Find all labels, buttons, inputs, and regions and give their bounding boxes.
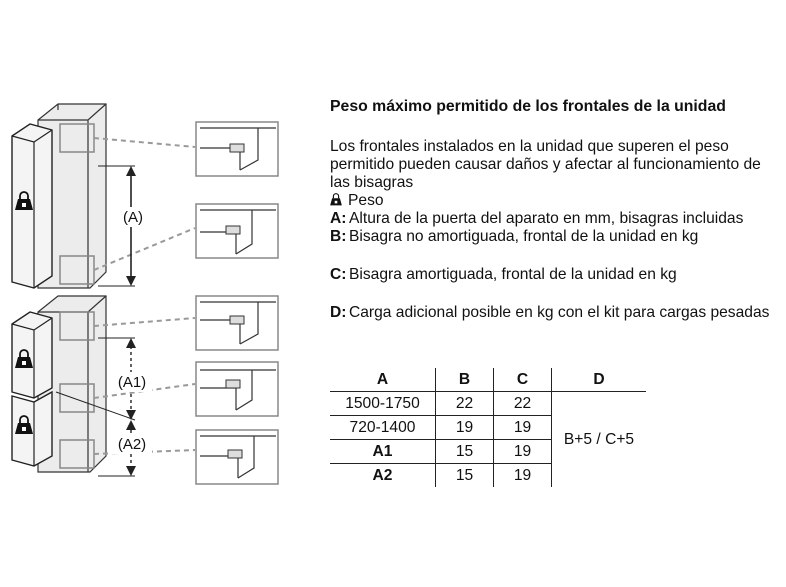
- header-d: D: [552, 368, 647, 392]
- header-b: B: [436, 368, 494, 392]
- dimension-label-a1: (A1): [117, 374, 147, 391]
- legend-b-key: B:: [330, 228, 347, 245]
- lock-weight-icon: [330, 193, 342, 206]
- legend-a: [330, 210, 780, 228]
- legend-d-text: Carga adicional posible en kg con el kit para cargas pesadas: [349, 304, 770, 321]
- cell-c-0: 22: [494, 392, 552, 416]
- double-door-appliance: [12, 296, 195, 476]
- cell-a-1: 720-1400: [330, 416, 436, 440]
- hinge-detail-boxes: [196, 122, 278, 484]
- legend-d-key: D:: [330, 304, 347, 321]
- cell-b-0: 22: [436, 392, 494, 416]
- weight-table: [330, 368, 646, 487]
- dimension-label-a2: (A2): [117, 436, 147, 453]
- cell-b-1: 19: [436, 416, 494, 440]
- installation-diagram: [0, 0, 330, 587]
- legend-b-text: Bisagra no amortiguada, frontal de la unidad en kg: [349, 228, 699, 245]
- cell-c-2: 19: [494, 440, 552, 464]
- cell-a-2: A1: [330, 440, 436, 464]
- cell-c-3: 19: [494, 464, 552, 488]
- legend-c-text: Bisagra amortiguada, frontal de la unidad en kg: [349, 266, 677, 283]
- text-column: [330, 98, 780, 322]
- legend-a-text: Altura de la puerta del aparato en mm, bisagras incluidas: [349, 210, 744, 227]
- dimension-label-a: (A): [123, 209, 143, 226]
- cell-c-1: 19: [494, 416, 552, 440]
- hinge-detail-2: [196, 204, 278, 258]
- hinge-detail-5: [196, 430, 278, 484]
- legend-b: [330, 228, 780, 246]
- header-c: C: [494, 368, 552, 392]
- hinge-detail-3: [196, 296, 278, 350]
- single-door-appliance: [12, 104, 195, 288]
- cell-b-3: 15: [436, 464, 494, 488]
- cell-a-0: 1500-1750: [330, 392, 436, 416]
- cell-a-3: A2: [330, 464, 436, 488]
- legend-a-key: A:: [330, 210, 347, 227]
- legend-c-key: C:: [330, 266, 347, 283]
- legend-peso-label: Peso: [348, 192, 384, 209]
- legend-c: [330, 266, 780, 284]
- legend-d: [330, 304, 780, 322]
- table-row: [330, 392, 646, 416]
- table-header-row: [330, 368, 646, 392]
- cell-b-2: 15: [436, 440, 494, 464]
- page-title: Peso máximo permitido de los frontales de la unidad: [330, 98, 726, 115]
- header-a: A: [376, 370, 389, 388]
- legend-peso: [330, 192, 780, 210]
- hinge-detail-1: [196, 122, 278, 176]
- cell-d-value: B+5 / C+5: [552, 392, 647, 488]
- hinge-detail-4: [196, 362, 278, 416]
- intro-text: Los frontales instalados en la unidad que superen el peso permitido pueden causar daños y afectar al funcionamiento de las bisagras: [330, 138, 761, 191]
